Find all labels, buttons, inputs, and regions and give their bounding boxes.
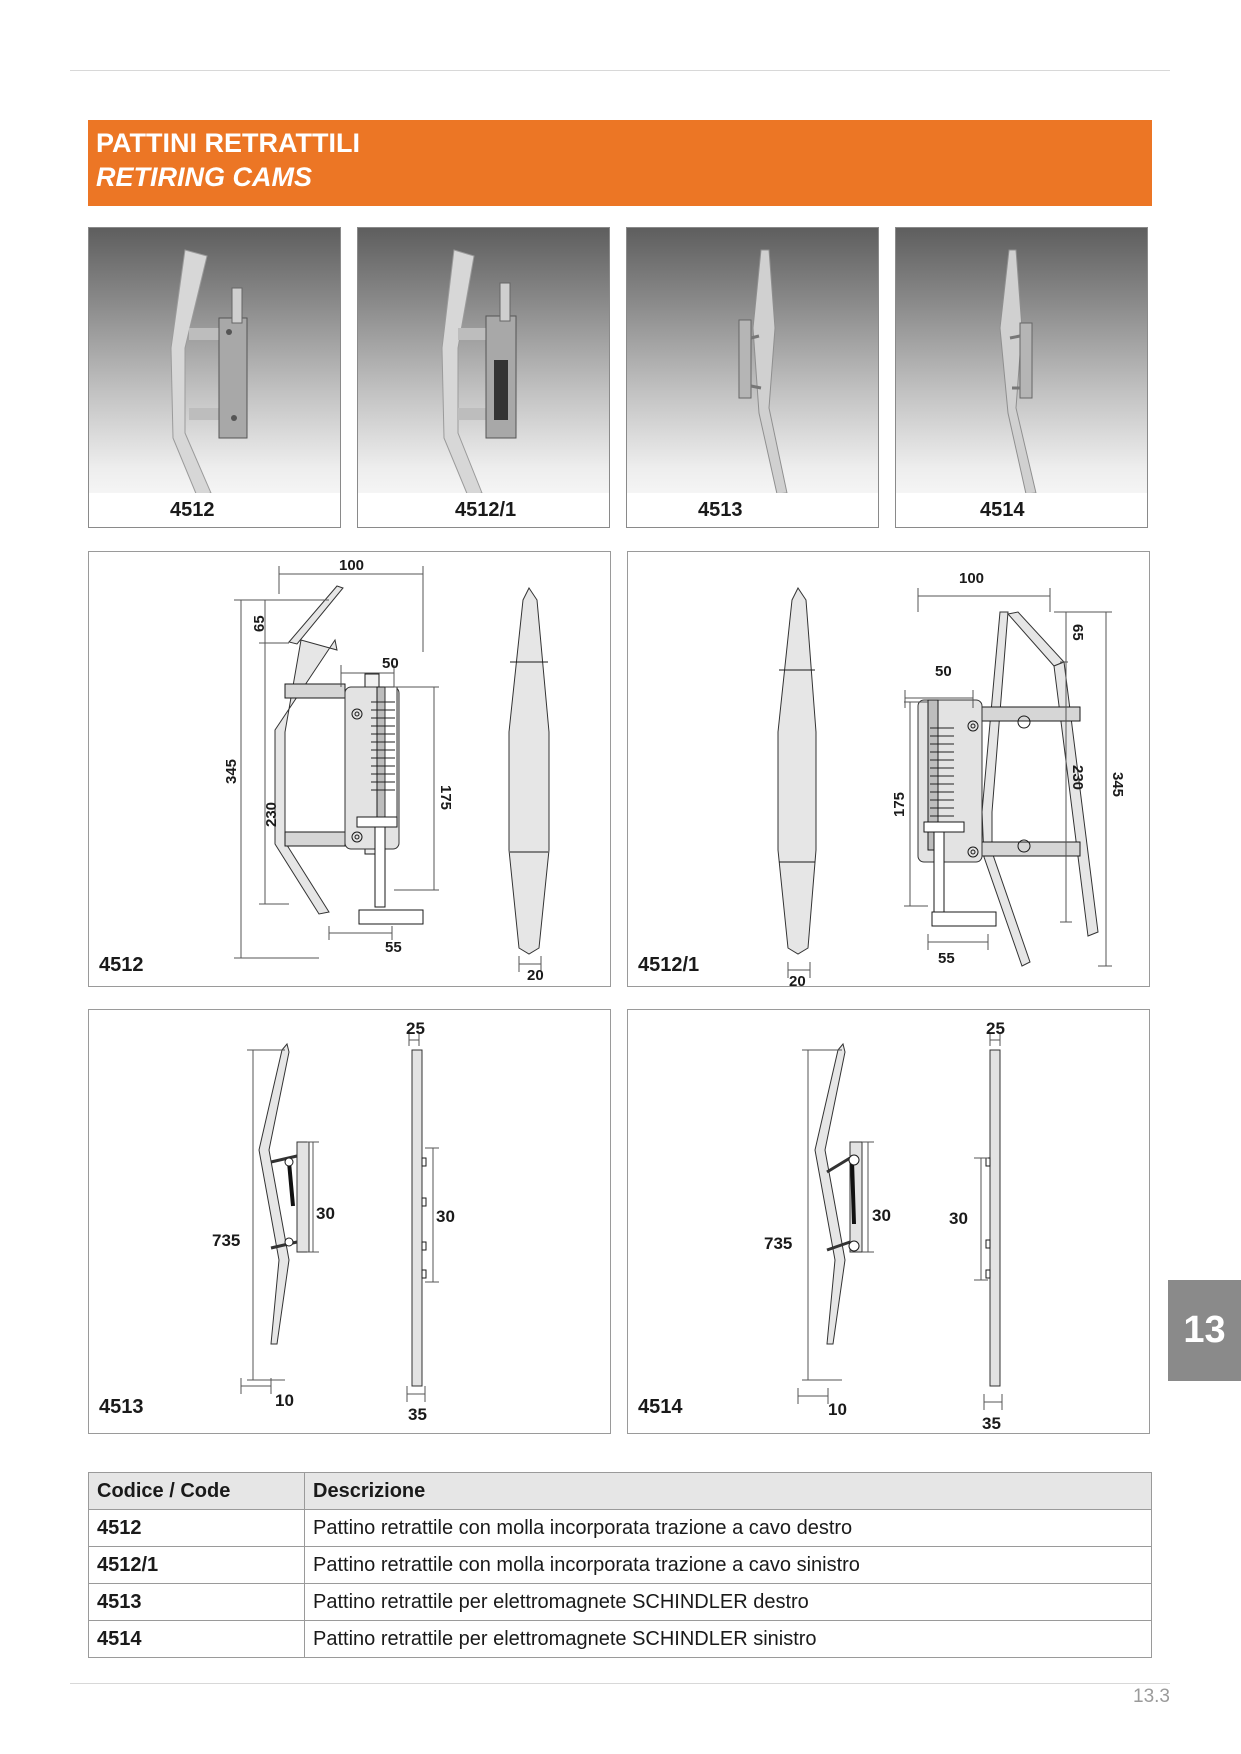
dim-height-345: 345 <box>223 758 240 784</box>
drawing-4512-1 <box>627 551 1150 987</box>
technical-drawing-4513 <box>89 1010 612 1435</box>
dim-width-25: 25 <box>986 1019 1005 1038</box>
photo-caption: 4514 <box>896 493 1147 527</box>
row-code: 4512/1 <box>89 1547 305 1584</box>
column-header-description: Descrizione <box>305 1473 1152 1510</box>
dim-width-20: 20 <box>527 967 544 984</box>
dim-height-30-side: 30 <box>872 1206 891 1225</box>
table-row <box>89 1621 1152 1658</box>
row-code: 4512 <box>89 1510 305 1547</box>
dim-width-100: 100 <box>339 557 365 574</box>
dim-height-345: 345 <box>1109 772 1126 798</box>
photo-caption: 4513 <box>627 493 878 527</box>
technical-drawing-4512-1 <box>628 552 1151 988</box>
row-description: Pattino retrattile per elettromagnete SCHINDLER destro <box>305 1584 1152 1621</box>
dim-width-100: 100 <box>959 570 985 587</box>
dim-height-30-side: 30 <box>316 1204 335 1223</box>
table-row <box>89 1510 1152 1547</box>
title-italian: PATTINI RETRATTILI <box>96 128 360 158</box>
row-description: Pattino retrattile con molla incorporata trazione a cavo destro <box>305 1510 1152 1547</box>
dim-width-10: 10 <box>828 1400 847 1419</box>
dim-height-30-edge: 30 <box>436 1207 455 1226</box>
row-code: 4513 <box>89 1584 305 1621</box>
top-rule <box>70 70 1170 71</box>
photo-4512-1 <box>357 227 610 528</box>
dim-width-55: 55 <box>938 950 955 967</box>
dim-height-175: 175 <box>437 785 454 811</box>
table-header-row <box>89 1473 1152 1510</box>
drawing-4513 <box>88 1009 611 1434</box>
table-row <box>89 1584 1152 1621</box>
row-description: Pattino retrattile con molla incorporata trazione a cavo sinistro <box>305 1547 1152 1584</box>
product-code-table <box>88 1472 1152 1658</box>
dim-width-25: 25 <box>406 1019 425 1038</box>
dim-width-50: 50 <box>935 663 952 680</box>
drawing-code: 4512 <box>99 954 144 976</box>
dim-width-10: 10 <box>275 1391 294 1410</box>
dim-height-230: 230 <box>1069 765 1086 791</box>
dim-width-20: 20 <box>789 973 806 988</box>
drawing-code: 4513 <box>99 1396 144 1418</box>
table-row <box>89 1547 1152 1584</box>
dim-height-735: 735 <box>764 1234 793 1253</box>
dim-height-65: 65 <box>1069 624 1086 641</box>
retiring-cam-photo-illustration <box>358 228 610 528</box>
dim-height-175: 175 <box>891 791 908 817</box>
dim-height-230: 230 <box>263 801 280 827</box>
bottom-rule <box>70 1683 1170 1684</box>
dim-height-735: 735 <box>212 1231 241 1250</box>
column-header-code: Codice / Code <box>89 1473 305 1510</box>
technical-drawing-4512 <box>89 552 612 988</box>
section-tab: 13 <box>1168 1280 1241 1381</box>
photo-caption: 4512 <box>89 493 340 527</box>
title-english: RETIRING CAMS <box>96 162 312 192</box>
dim-height-65: 65 <box>251 615 268 632</box>
dim-width-50: 50 <box>382 655 399 672</box>
retiring-cam-photo-illustration <box>627 228 879 528</box>
photo-4513 <box>626 227 879 528</box>
drawing-code: 4512/1 <box>638 954 700 976</box>
dim-width-55: 55 <box>385 939 402 956</box>
photo-caption: 4512/1 <box>358 493 609 527</box>
dim-height-30-edge: 30 <box>949 1209 968 1228</box>
dim-width-35: 35 <box>408 1405 427 1424</box>
row-description: Pattino retrattile per elettromagnete SCHINDLER sinistro <box>305 1621 1152 1658</box>
page-number: 13.3 <box>1133 1686 1170 1707</box>
row-code: 4514 <box>89 1621 305 1658</box>
photo-4512 <box>88 227 341 528</box>
dim-width-35: 35 <box>982 1414 1001 1433</box>
drawing-4512 <box>88 551 611 987</box>
retiring-cam-photo-illustration <box>89 228 341 528</box>
drawing-code: 4514 <box>638 1396 683 1418</box>
photo-4514 <box>895 227 1148 528</box>
section-banner <box>88 120 1152 206</box>
drawing-4514 <box>627 1009 1150 1434</box>
retiring-cam-photo-illustration <box>896 228 1148 528</box>
technical-drawing-4514 <box>628 1010 1151 1435</box>
